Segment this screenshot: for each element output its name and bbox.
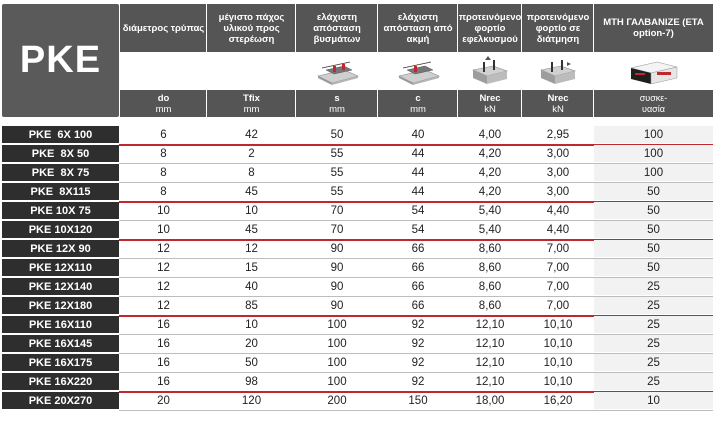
cell-tfix: 10 (245, 204, 258, 217)
cell-pack: 25 (594, 373, 713, 390)
cell-s: 90 (330, 261, 344, 274)
cell-nshear: 4,40 (546, 204, 570, 217)
column-unit-pack (594, 90, 713, 117)
row-label: PKE 12X140 (2, 278, 119, 295)
cell-c: 40 (411, 128, 425, 141)
cell-d: 12 (157, 280, 170, 293)
column-separator (521, 4, 522, 117)
column-title-c: ελάχιστη απόσταση από ακμή (378, 4, 458, 52)
cell-c: 66 (411, 299, 425, 312)
cell-s: 100 (327, 356, 347, 369)
product-title: PKE (19, 39, 102, 81)
cell-s: 50 (330, 128, 344, 141)
column-icon-cell-ntens (458, 53, 522, 89)
row-label: PKE 12X110 (2, 259, 119, 276)
cell-ntens: 12,10 (475, 337, 505, 350)
cell-pack: 100 (594, 145, 713, 162)
cell-c: 44 (411, 185, 425, 198)
table-row (2, 278, 713, 295)
anchor-spacing-icon (314, 56, 360, 86)
cell-tfix: 10 (245, 318, 258, 331)
cell-pack: 25 (594, 316, 713, 333)
column-unit-label: συσκε- υασία (639, 92, 668, 114)
cell-tfix: 12 (245, 242, 258, 255)
table-row (2, 164, 713, 181)
table-row (2, 297, 713, 314)
cell-nshear: 3,00 (546, 185, 570, 198)
cell-d: 16 (157, 356, 170, 369)
cell-nshear: 2,95 (546, 128, 570, 141)
cell-nshear: 10,10 (543, 356, 573, 369)
column-unit-c (378, 90, 458, 117)
cell-c: 54 (411, 223, 425, 236)
column-symbol: Tfix (243, 92, 260, 104)
cell-s: 70 (330, 204, 344, 217)
column-icon-cell-c (378, 53, 458, 89)
table-row (2, 392, 713, 409)
column-symbol: Nrec (547, 92, 569, 104)
cell-tfix: 98 (245, 375, 258, 388)
row-label: PKE 16X220 (2, 373, 119, 390)
cell-d: 16 (157, 337, 170, 350)
column-symbol: do (157, 92, 170, 104)
row-label: PKE 10X 75 (2, 202, 119, 219)
cell-ntens: 4,20 (478, 166, 502, 179)
cell-s: 90 (330, 280, 344, 293)
column-unit-label: kN (552, 103, 564, 115)
cell-tfix: 8 (248, 166, 255, 179)
cell-pack: 25 (594, 335, 713, 352)
table-row (2, 202, 713, 219)
cell-tfix: 15 (245, 261, 258, 274)
cell-pack: 25 (594, 278, 713, 295)
column-title-tfix: μέγιστο πάχος υλικού προς στερέωση (207, 4, 296, 52)
row-label: PKE 20X270 (2, 392, 119, 409)
cell-s: 100 (327, 318, 347, 331)
tension-load-icon (467, 56, 513, 86)
cell-ntens: 4,00 (478, 128, 502, 141)
cell-tfix: 2 (248, 147, 255, 160)
cell-d: 8 (160, 166, 167, 179)
column-icon-cell-s (296, 53, 378, 89)
cell-ntens: 4,20 (478, 185, 502, 198)
cell-tfix: 42 (245, 128, 258, 141)
product-title-tile (2, 4, 119, 117)
cell-c: 44 (411, 147, 425, 160)
cell-c: 66 (411, 261, 425, 274)
column-icon-cell-d (120, 53, 207, 89)
cell-tfix: 45 (245, 223, 258, 236)
table-row (2, 145, 713, 162)
column-separator (457, 4, 458, 117)
cell-nshear: 7,00 (546, 280, 570, 293)
cell-d: 6 (160, 128, 167, 141)
column-unit-tfix (207, 90, 296, 117)
column-title-s: ελάχιστη απόσταση βυσμάτων (296, 4, 378, 52)
column-symbol: Nrec (479, 92, 501, 104)
column-separator (206, 4, 207, 117)
cell-s: 90 (330, 242, 344, 255)
row-label: PKE 6X 100 (2, 126, 119, 143)
cell-pack: 50 (594, 202, 713, 219)
cell-d: 10 (157, 204, 170, 217)
table-row (2, 354, 713, 371)
table-row (2, 221, 713, 238)
column-unit-label: mm (243, 103, 260, 115)
shear-load-icon (535, 56, 581, 86)
column-unit-s (296, 90, 378, 117)
cell-tfix: 120 (241, 394, 262, 407)
row-label: PKE 10X120 (2, 221, 119, 238)
column-unit-nshear (522, 90, 594, 117)
cell-d: 12 (157, 261, 170, 274)
cell-c: 54 (411, 204, 425, 217)
table-row (2, 126, 713, 143)
cell-ntens: 12,10 (475, 356, 505, 369)
cell-pack: 25 (594, 354, 713, 371)
column-separator (593, 4, 594, 117)
row-label: PKE 8X 75 (2, 164, 119, 181)
cell-tfix: 45 (245, 185, 258, 198)
column-unit-ntens (458, 90, 522, 117)
cell-d: 10 (157, 223, 170, 236)
cell-s: 70 (330, 223, 344, 236)
cell-nshear: 16,20 (543, 394, 573, 407)
column-symbol: c (415, 92, 421, 104)
column-symbol: s (334, 92, 340, 104)
cell-s: 100 (327, 337, 347, 350)
cell-pack: 50 (594, 221, 713, 238)
cell-s: 55 (330, 147, 344, 160)
column-separator (377, 4, 378, 117)
cell-s: 90 (330, 299, 344, 312)
cell-c: 92 (411, 356, 425, 369)
cell-c: 92 (411, 318, 425, 331)
column-title-ntens: προτεινόμενο φορτίο εφελκυσμού (458, 4, 522, 52)
cell-nshear: 3,00 (546, 166, 570, 179)
column-unit-label: mm (155, 103, 172, 115)
cell-c: 92 (411, 375, 425, 388)
cell-pack: 50 (594, 240, 713, 257)
package-box-icon (627, 56, 681, 86)
row-label: PKE 16X145 (2, 335, 119, 352)
table-row (2, 240, 713, 257)
cell-pack: 50 (594, 259, 713, 276)
cell-d: 12 (157, 242, 170, 255)
column-title-d: διάμετρος τρύπας (120, 4, 207, 52)
cell-c: 44 (411, 166, 425, 179)
cell-tfix: 50 (245, 356, 258, 369)
cell-c: 66 (411, 280, 425, 293)
cell-ntens: 12,10 (475, 375, 505, 388)
cell-tfix: 85 (245, 299, 258, 312)
cell-d: 12 (157, 299, 170, 312)
cell-ntens: 8,60 (478, 242, 502, 255)
cell-d: 8 (160, 185, 167, 198)
cell-d: 16 (157, 375, 170, 388)
table-row (2, 183, 713, 200)
cell-c: 150 (408, 394, 428, 407)
row-label: PKE 8X115 (2, 183, 119, 200)
cell-pack: 25 (594, 297, 713, 314)
cell-s: 200 (327, 394, 347, 407)
cell-nshear: 3,00 (546, 147, 570, 160)
cell-nshear: 10,10 (543, 337, 573, 350)
cell-tfix: 40 (245, 280, 258, 293)
cell-s: 55 (330, 166, 344, 179)
cell-ntens: 5,40 (478, 223, 502, 236)
cell-d: 16 (157, 318, 170, 331)
cell-pack: 100 (594, 164, 713, 181)
table-row (2, 259, 713, 276)
column-separator (295, 4, 296, 117)
cell-ntens: 5,40 (478, 204, 502, 217)
row-label: PKE 16X110 (2, 316, 119, 333)
cell-nshear: 7,00 (546, 242, 570, 255)
cell-nshear: 7,00 (546, 261, 570, 274)
table-row (2, 335, 713, 352)
row-label: PKE 12X 90 (2, 240, 119, 257)
cell-ntens: 8,60 (478, 280, 502, 293)
column-unit-label: mm (410, 103, 426, 115)
cell-nshear: 10,10 (543, 318, 573, 331)
column-icon-cell-tfix (207, 53, 296, 89)
cell-nshear: 10,10 (543, 375, 573, 388)
cell-c: 92 (411, 337, 425, 350)
column-title-pack: ΜΤΗ ΓΑΛΒΑΝΙΖΕ (ETA option-7) (594, 4, 713, 52)
cell-c: 66 (411, 242, 425, 255)
cell-ntens: 8,60 (478, 299, 502, 312)
column-unit-d (120, 90, 207, 117)
edge-distance-icon (395, 56, 441, 86)
row-divider (119, 410, 713, 411)
row-label: PKE 12X180 (2, 297, 119, 314)
row-label: PKE 8X 50 (2, 145, 119, 162)
cell-ntens: 18,00 (475, 394, 505, 407)
cell-pack: 100 (594, 126, 713, 143)
column-title-nshear: προτεινόμενο φορτίο σε διάτμηση (522, 4, 594, 52)
table-row (2, 316, 713, 333)
cell-ntens: 8,60 (478, 261, 502, 274)
column-icon-cell-nshear (522, 53, 594, 89)
row-label: PKE 16X175 (2, 354, 119, 371)
cell-d: 8 (160, 147, 167, 160)
cell-d: 20 (157, 394, 170, 407)
cell-pack: 50 (594, 183, 713, 200)
column-icon-cell-pack (594, 53, 713, 89)
cell-pack: 10 (594, 392, 713, 409)
cell-nshear: 7,00 (546, 299, 570, 312)
cell-ntens: 12,10 (475, 318, 505, 331)
cell-s: 55 (330, 185, 344, 198)
cell-ntens: 4,20 (478, 147, 502, 160)
cell-nshear: 4,40 (546, 223, 570, 236)
cell-s: 100 (327, 375, 347, 388)
cell-tfix: 20 (245, 337, 258, 350)
column-unit-label: mm (329, 103, 345, 115)
table-row (2, 373, 713, 390)
column-unit-label: kN (484, 103, 496, 115)
